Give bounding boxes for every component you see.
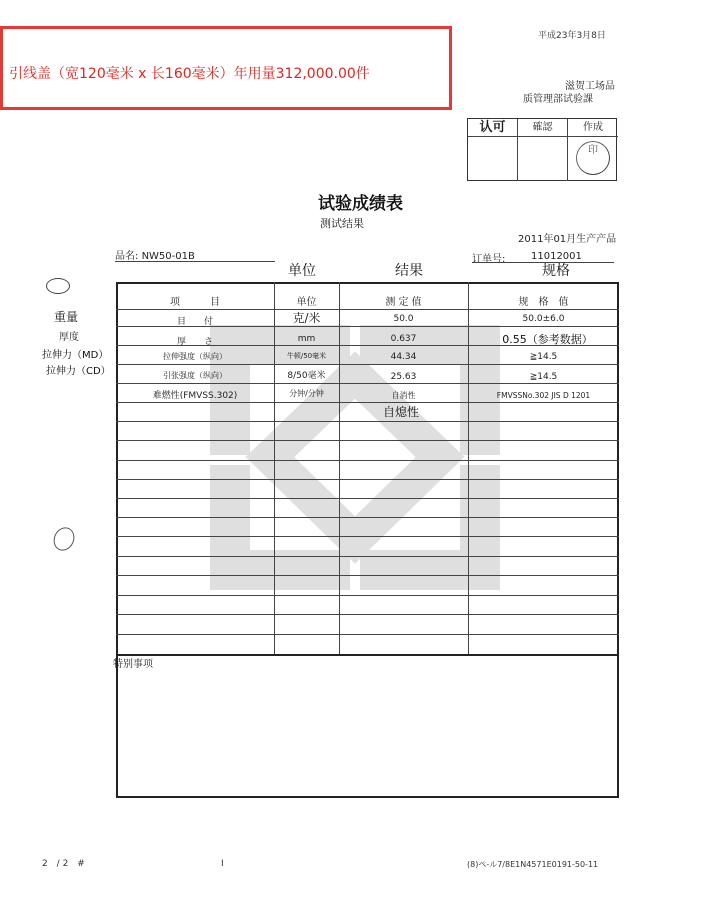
check-mark-icon [46, 278, 70, 294]
row-3-unit: 牛顿/50毫米 [286, 352, 327, 360]
approval-header-confirm: 確認 [518, 119, 568, 137]
footer-left: 2 /2 # [42, 859, 88, 869]
row-3-measured: 44.34 [390, 352, 417, 362]
order-number: 11012001 [531, 251, 582, 262]
dept-line-1: 滋贺工场品 [565, 81, 615, 92]
table-row-line [116, 517, 619, 518]
row-4-item: 引张强度（纵向） [163, 371, 227, 380]
approval-header-approve: 认可 [468, 119, 518, 137]
table-row-line [116, 654, 619, 656]
header-measured: 测 定 值 [385, 297, 422, 308]
side-label-thickness: 厚度 [59, 332, 79, 343]
row-4-measured: 25.63 [390, 372, 417, 382]
fire-result-overlay: 自熄性 [383, 405, 420, 419]
approval-cell-3 [568, 137, 618, 181]
row-1-measured: 50.0 [393, 314, 414, 324]
table-row-line [116, 460, 619, 461]
product-label [115, 247, 195, 262]
header-unit: 单位 [296, 297, 317, 308]
circle-mark-icon [50, 524, 78, 554]
table-row-line [116, 634, 619, 635]
table-row-line [116, 595, 619, 596]
overlay-unit-header: 单位 [288, 263, 316, 279]
side-label-tensile-cd: 拉伸力（CD） [46, 366, 111, 377]
document-title: 试验成绩表 [318, 194, 403, 214]
product-label-text: 品名: [115, 251, 139, 262]
header-spec: 规 格 值 [518, 297, 569, 308]
row-5-measured: 自消性 [391, 391, 416, 400]
row-1-item: 目 付 [176, 317, 213, 327]
row-2-spec: 0.55（参考数据） [502, 333, 593, 346]
remarks-label: 特别事项 [113, 659, 153, 670]
row-1-unit: 克/米 [292, 311, 321, 325]
footer-mid: I [221, 859, 224, 869]
document-date: 平成23年3月8日 [538, 31, 606, 41]
document-subtitle: 测试结果 [320, 217, 364, 230]
table-column-line [468, 282, 469, 654]
table-row-line [116, 421, 619, 422]
row-5-unit: 分钟/分钟 [289, 389, 324, 398]
table-row-line [116, 614, 619, 615]
order-label: 订单号: [472, 254, 506, 265]
product-name: NW50-01B [141, 251, 195, 262]
table-row-line [116, 383, 619, 384]
footer-right: (8)ぺ-ル7/8E1N4571E0191-50-11 [467, 860, 599, 869]
row-2-item: 厚 さ [176, 337, 213, 347]
row-5-spec: FMVSSNo.302 JIS D 1201 [496, 391, 591, 400]
production-note: 2011年01月生产产品 [518, 234, 617, 245]
table-row-line [116, 498, 619, 499]
approval-cell-1 [468, 137, 518, 181]
table-row-line [116, 575, 619, 576]
row-1-spec: 50.0±6.0 [522, 314, 565, 324]
product-underline [115, 261, 275, 262]
approval-box [467, 118, 617, 181]
side-label-tensile-md: 拉伸力（MD） [42, 350, 109, 361]
approval-cell-2 [518, 137, 568, 181]
dept-line-2: 质管理部试验課 [523, 94, 593, 105]
row-2-measured: 0.637 [390, 334, 417, 344]
row-3-item: 拉伸强度（纵向） [163, 352, 227, 361]
overlay-spec-header: 规格 [542, 263, 570, 279]
row-4-spec: ≧14.5 [529, 372, 558, 382]
row-5-item: 难燃性(FMVSS.302) [152, 391, 238, 401]
approval-header-create: 作成 [568, 119, 618, 137]
side-label-weight: 重量 [54, 310, 79, 324]
stamp-icon: 印 [576, 141, 610, 175]
header-item: 项 目 [170, 297, 220, 308]
table-row-line [116, 364, 619, 365]
table-row-line [116, 309, 619, 310]
table-row-line [116, 536, 619, 537]
overlay-result-header: 结果 [395, 263, 423, 279]
annotation-label: 引线盖（宽120毫米 x 长160毫米）年用量312,000.00件 [9, 66, 370, 82]
row-3-spec: ≧14.5 [529, 352, 558, 362]
table-row-line [116, 556, 619, 557]
row-2-unit: mm [297, 334, 316, 344]
row-4-unit: 8/50毫米 [287, 371, 326, 381]
table-row-line [116, 440, 619, 441]
table-row-line [116, 479, 619, 480]
table-row-line [116, 402, 619, 403]
